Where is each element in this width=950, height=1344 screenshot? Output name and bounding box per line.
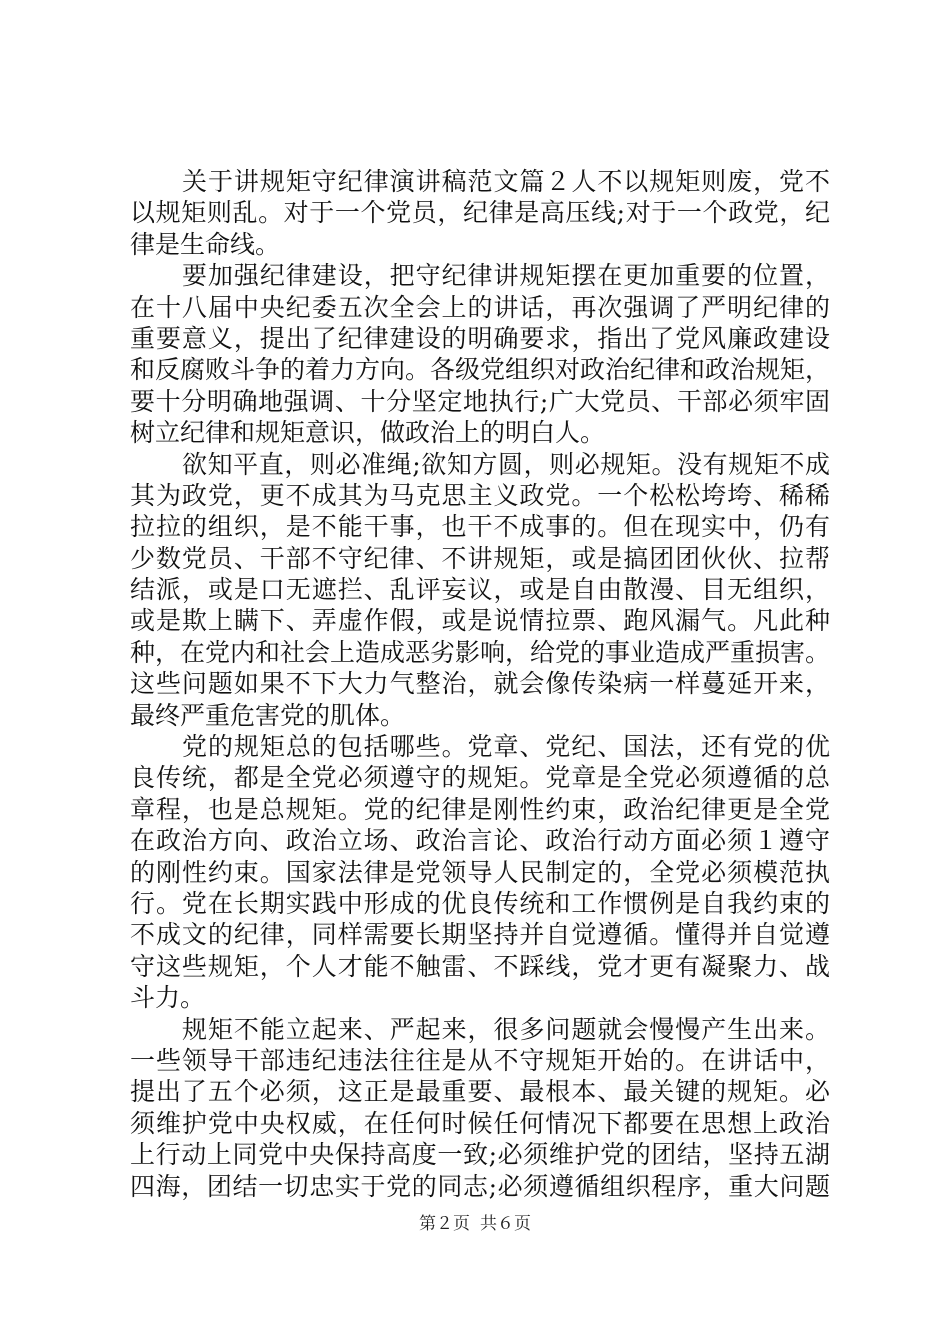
text-line: 重要意义，提出了纪律建设的明确要求，指出了党风廉政建设 xyxy=(130,323,830,353)
text-line: 这些问题如果不下大力气整治，就会像传染病一样蔓延开来， xyxy=(130,669,830,699)
text-line: 章程，也是总规矩。党的纪律是刚性约束，政治纪律更是全党 xyxy=(130,794,830,824)
text-line: 一些领导干部违纪违法往往是从不守规矩开始的。在讲话中， xyxy=(130,1045,830,1075)
text-line: 最终严重危害党的肌体。 xyxy=(130,700,406,730)
page-number: 第２页 xyxy=(419,1214,470,1234)
text-line: 四海，团结一切忠实于党的同志;必须遵循组织程序，重大问题 xyxy=(130,1171,830,1201)
text-line: 守这些规矩，个人才能不触雷、不踩线，党才更有凝聚力、战 xyxy=(130,951,830,981)
paragraph-1 xyxy=(130,166,830,260)
text-line: 少数党员、干部不守纪律、不讲规矩，或是搞团团伙伙、拉帮 xyxy=(130,543,830,573)
text-line: 的刚性约束。国家法律是党领导人民制定的，全党必须模范执 xyxy=(130,857,830,887)
text-line: 不成文的纪律，同样需要长期坚持并自觉遵循。懂得并自觉遵 xyxy=(130,920,830,950)
paragraph-2 xyxy=(130,260,830,448)
text-line: 斗力。 xyxy=(130,983,206,1013)
paragraph-5 xyxy=(130,1014,830,1202)
text-line: 以规矩则乱。对于一个党员，纪律是高压线;对于一个政党，纪 xyxy=(130,198,830,228)
text-line: 欲知平直，则必准绳;欲知方圆，则必规矩。没有规矩不成 xyxy=(182,449,830,479)
text-line: 行。党在长期实践中形成的优良传统和工作惯例是自我约束的 xyxy=(130,888,830,918)
text-line: 要加强纪律建设，把守纪律讲规矩摆在更加重要的位置， xyxy=(182,261,830,291)
text-line: 拉拉的组织，是不能干事，也干不成事的。但在现实中，仍有 xyxy=(130,512,830,542)
text-line: 种，在党内和社会上造成恶劣影响，给党的事业造成严重损害。 xyxy=(130,637,830,667)
text-line: 在十八届中央纪委五次全会上的讲话，再次强调了严明纪律的 xyxy=(130,292,830,322)
paragraph-4 xyxy=(130,731,830,1014)
text-line: 树立纪律和规矩意识，做政治上的明白人。 xyxy=(130,418,606,448)
text-line: 或是欺上瞒下、弄虚作假，或是说情拉票、跑风漏气。凡此种 xyxy=(130,606,830,636)
document-body xyxy=(130,166,830,1202)
page-total: 共６页 xyxy=(480,1214,531,1234)
text-line: 良传统，都是全党必须遵守的规矩。党章是全党必须遵循的总 xyxy=(130,763,830,793)
text-line: 和反腐败斗争的着力方向。各级党组织对政治纪律和政治规矩， xyxy=(130,355,830,385)
text-line: 在政治方向、政治立场、政治言论、政治行动方面必须１遵守 xyxy=(130,826,830,856)
text-line: 要十分明确地强调、十分坚定地执行;广大党员、干部必须牢固 xyxy=(130,386,830,416)
text-line: 关于讲规矩守纪律演讲稿范文篇２人不以规矩则废，党不 xyxy=(182,167,830,196)
text-line: 党的规矩总的包括哪些。党章、党纪、国法，还有党的优 xyxy=(182,732,830,762)
text-line: 提出了五个必须，这正是最重要、最根本、最关键的规矩。必 xyxy=(130,1077,830,1107)
text-line: 须维护党中央权威，在任何时候任何情况下都要在思想上政治 xyxy=(130,1108,830,1138)
text-line: 律是生命线。 xyxy=(130,229,281,259)
page-footer xyxy=(0,1213,950,1235)
paragraph-3 xyxy=(130,449,830,732)
text-line: 结派，或是口无遮拦、乱评妄议，或是自由散漫、目无组织， xyxy=(130,575,830,605)
text-line: 其为政党，更不成其为马克思主义政党。一个松松垮垮、稀稀 xyxy=(130,480,830,510)
text-line: 规矩不能立起来、严起来，很多问题就会慢慢产生出来。 xyxy=(182,1014,830,1044)
text-line: 上行动上同党中央保持高度一致;必须维护党的团结，坚持五湖 xyxy=(130,1140,830,1170)
